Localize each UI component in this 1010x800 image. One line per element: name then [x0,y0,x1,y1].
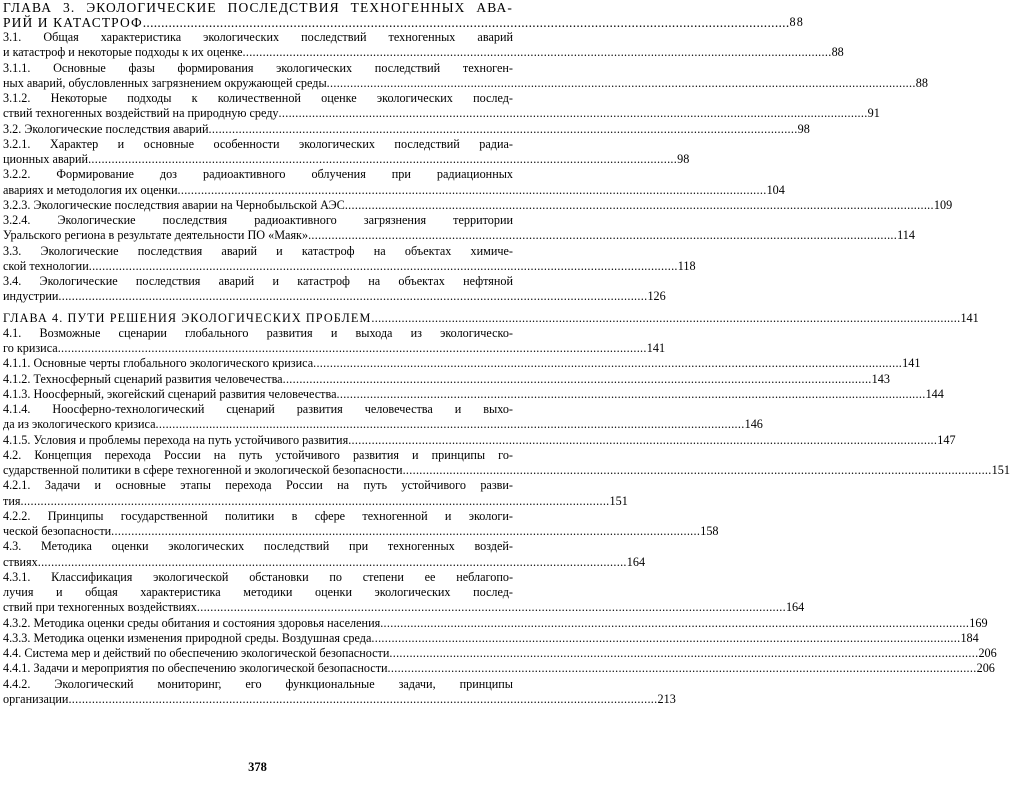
toc-entry-page: 98 [797,121,810,136]
toc-entry-line: 4.3.3. Методика оценки изменения природной среды. Воздушная среда [3,630,372,645]
toc-entry-line: 3.2.2. Формирование доз радиоактивного облучения при радиационных [3,167,513,182]
dot-leader [313,356,902,371]
toc-entry [3,60,928,92]
toc-entry-line: 4.4.1. Задачи и мероприятия по обеспечению экологической безопасности [3,661,388,676]
dot-leader [403,463,992,478]
dot-leader [38,555,627,570]
toc-entry-page: 91 [867,106,880,121]
toc-entry-page: 169 [969,615,988,630]
toc-entry-page: 141 [646,341,666,355]
toc-entry-line: ных аварий, обусловленных загрязнением окружающей среды [3,75,327,90]
toc-entry-page: 146 [744,417,763,432]
dot-leader [243,45,832,60]
chapter-4-page: 141 [960,310,979,325]
dot-leader [178,183,767,198]
toc-entry [3,121,810,137]
page-number: 378 [248,760,267,774]
chapter-4-heading [3,310,979,326]
toc-entry-line: 3.1.1. Основные фазы формирования экологических последствий техноген- [3,60,513,75]
toc-entry-page: 164 [785,600,805,615]
chapter-3-entries [3,30,953,305]
toc-entry-line: и катастроф и некоторые подходы к их оценке [3,45,243,60]
toc-entry-line: 4.3.2. Методика оценки среды обитания и состояния здоровья населения [3,615,381,630]
toc-entry [3,274,666,305]
dot-leader [209,122,798,137]
dot-leader [88,152,677,167]
toc-entry-line: 4.3. Методика оценки экологических последствий при техногенных воздей- [3,539,513,554]
toc-entry [3,91,880,122]
toc-entry-page: 164 [626,554,646,569]
toc-entry-line: 4.4.2. Экологический мониторинг, его функциональные задачи, принципы [3,676,513,691]
toc-entry-line: го кризиса [3,341,58,355]
dot-leader [68,692,657,707]
toc-entry-line: 3.2.4. Экологические последствия радиоактивного загрязнения территории [3,213,513,227]
toc-entry [3,432,956,448]
toc-entry [3,30,844,61]
toc-entry [3,136,690,168]
toc-entry-page: 88 [831,45,844,60]
toc-entry-line: 3.2.3. Экологические последствия аварии на Чернобыльской АЭС [3,197,345,212]
toc-entry [3,167,785,198]
toc-entry-line: 4.1.1. Основные черты глобального экологического кризиса [3,356,314,371]
toc-entry-line: индустрии [3,289,59,304]
toc-entry-line: организации [3,691,69,706]
dot-leader [371,631,960,646]
chapter-3-page: 88 [789,15,804,29]
dot-leader [388,661,977,676]
toc-entry-page: 213 [657,691,676,706]
toc-entry-page: 98 [677,152,690,166]
toc-entry-line: ской технологии [3,258,89,273]
toc-entry-line: 3.3. Экологические последствия аварий и катастроф на объектах химиче- [3,243,513,258]
toc-entry-line: авариях и методология их оценки [3,182,178,197]
toc-entry-page: 126 [647,289,666,304]
toc-entry-page: 144 [925,386,944,401]
toc-entry [3,356,921,371]
dot-leader [58,289,647,304]
toc-entry-line: ствий при техногенных воздействиях [3,600,197,615]
toc-entry-line: ствий техногенных воздействий на природную среду [3,106,279,121]
toc-entry-line: 4.1. Возможные сценарии глобального развития и выхода из экологическо- [3,325,513,340]
toc-entry-page: 104 [766,182,785,197]
toc-entry-line: 4.3.1. Классификация экологической обстановки по степени ее неблагопо- [3,569,513,584]
toc-entry-page: 147 [937,432,956,447]
dot-leader [380,616,969,631]
toc-entry [3,386,944,402]
dot-leader [348,433,937,448]
toc-entry [3,478,628,509]
dot-leader [283,372,872,387]
dot-leader [327,76,916,91]
chapter-3-title-line: РИЙ И КАТАСТРОФ [3,15,143,30]
toc-entry-line: 4.1.5. Условия и проблемы перехода на путь устойчивого развития [3,432,349,447]
toc-entry-line: 3.1. Общая характеристика экологических последствий техногенных аварий [3,30,513,44]
toc-entry-line: ческой безопасности [3,524,112,538]
dot-leader [308,228,897,243]
chapter-4-entries [3,325,1010,707]
toc-entry-page: 206 [978,646,997,660]
toc-entry [3,661,995,676]
toc-entry-line: да из экологического кризиса [3,417,156,432]
dot-leader [197,600,786,615]
toc-entry-page: 88 [915,75,928,90]
dot-leader [337,387,926,402]
toc-entry-line: 3.2. Экологические последствия аварий [3,121,209,136]
toc-entry [3,676,676,708]
toc-entry [3,213,915,244]
toc-entry-line: 3.2.1. Характер и основные особенности экологических последствий радиа- [3,136,513,151]
dot-leader [58,341,647,356]
toc-entry-line: 4.2. Концепция перехода России на путь устойчивого развития и принципы го- [3,447,513,462]
toc-entry-page: 151 [991,463,1010,477]
toc-entry [3,646,997,661]
toc-entry-page: 114 [897,228,915,243]
toc-entry [3,243,696,275]
toc-entry-line: тия [3,493,21,508]
toc-entry-line: Уральского региона в результате деятельности ПО «Маяк» [3,228,309,243]
toc-entry-line: ционных аварий [3,152,89,166]
dot-leader [111,524,700,539]
toc-entry-line: 4.1.3. Ноосферный, экогейский сценарий развития человечества [3,386,337,401]
toc-entry [3,569,805,616]
toc-entry-page: 151 [609,493,628,508]
toc-entry [3,402,763,433]
dot-leader [389,646,978,661]
chapter-4-title: ГЛАВА 4. ПУТИ РЕШЕНИЯ ЭКОЛОГИЧЕСКИХ ПРОБЛЕМ [3,310,372,325]
toc-entry-line: 4.1.2. Техносферный сценарий развития человечества [3,371,283,386]
toc-entry-line: сударственной политики в сфере техногенной и экологической безопасности [3,463,403,477]
toc-entry [3,447,1010,479]
toc-entry-line: 4.4. Система мер и действий по обеспечению экологической безопасности [3,646,390,660]
toc-entry-line: 3.1.2. Некоторые подходы к количественной оценке экологических послед- [3,91,513,105]
toc-entry [3,197,953,213]
toc-entry-line: 3.4. Экологические последствия аварий и катастроф на объектах нефтяной [3,274,513,288]
toc-entry-page: 184 [960,630,979,645]
toc-entry-line: лучия и общая характеристика методики оценки экологических послед- [3,585,513,599]
toc-entry-line: ствиях [3,554,38,569]
toc-entry [3,325,666,357]
toc-entry-page: 118 [677,258,696,273]
toc-entry-page: 206 [976,661,995,676]
toc-entry [3,539,646,570]
chapter-3-title-line: ГЛАВА 3. ЭКОЛОГИЧЕСКИЕ ПОСЛЕДСТВИЯ ТЕХНОГЕННЫХ АВА- [3,0,513,15]
toc-entry [3,630,979,646]
dot-leader [156,417,745,432]
toc-entry-line: 4.2.1. Задачи и основные этапы перехода России на путь устойчивого разви- [3,478,513,493]
toc-entry [3,371,890,387]
table-of-contents [3,0,1010,707]
toc-entry-page: 158 [700,524,719,538]
toc-entry-page: 109 [933,197,953,212]
toc-entry [3,615,988,631]
toc-entry-line: 4.2.2. Принципы государственной политики в сфере техногенной и экологи- [3,508,513,523]
toc-entry-line: 4.1.4. Ноосферно-технологический сценарий развития человечества и выхо- [3,402,513,416]
toc-entry-page: 143 [871,371,890,386]
toc-entry-page: 141 [902,356,921,371]
dot-leader [345,198,934,213]
dot-leader [20,494,609,509]
dot-leader [279,106,868,121]
chapter-3-heading [3,0,804,30]
dot-leader [89,259,678,274]
toc-entry [3,508,719,540]
